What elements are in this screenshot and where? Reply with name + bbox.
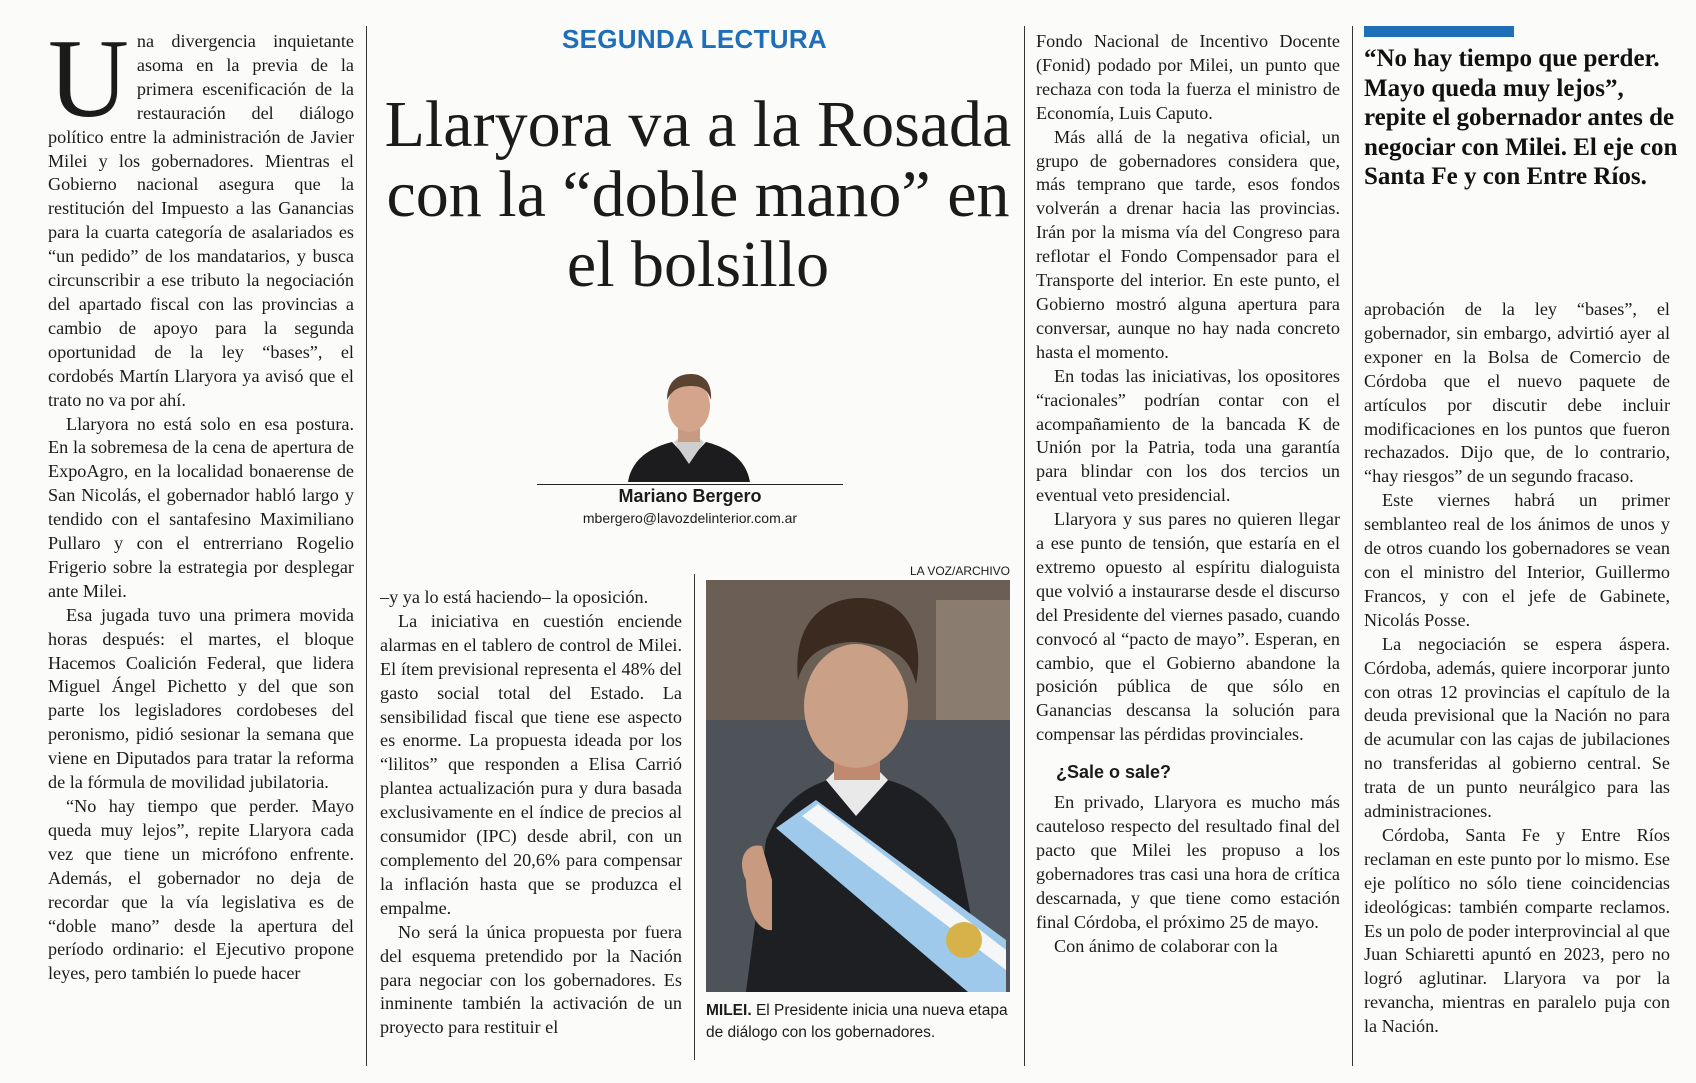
caption-label: MILEI. (706, 1002, 752, 1019)
article-column-1 (48, 30, 354, 1060)
paragraph-text: na divergencia inquietante asoma en la previa de la primera escenificación de la restauración del diálogo político entre la administración de Javier Milei y los gobernadores. Mientras el Gobierno nacional asegura que la restitución del Impuesto a las Ganancias para la cuarta categoría de asalariados es “un pedido” de los mandatarios, y busca circunscribir a ese tributo la negociación del apartado fiscal con las provincias a cambio de apoyo para la segunda oportunidad de la ley “bases”, el cordobés Martín Llaryora ya avisó que el trato no va por ahí. (48, 31, 354, 410)
paragraph: Este viernes habrá un primer semblanteo real de los ánimos de unos y de otros cuando los gobernadores se vean con el ministro del Interior, Guillermo Francos, y con el jefe de Gabinete, Nicolás Posse. (1364, 490, 1670, 630)
photo-credit: LA VOZ/ARCHIVO (909, 564, 1010, 578)
paragraph: aprobación de la ley “bases”, el gobernador, sin embargo, advirtió ayer al exponer en la Bolsa de Comercio de Córdoba que el nuevo paquete de artículos por discutir debe incluir modificaciones en los puntos que fueron rechazados. Dijo que, de lo contrario, “hay riesgos” de un segundo fracaso. (1364, 299, 1670, 487)
author-rule (537, 484, 843, 485)
paragraph: Córdoba, Santa Fe y Entre Ríos reclaman en este punto por lo mismo. Ese eje político no sólo tiene coincidencias ideológicas: también comparte reclamos. Es un polo de poder interprovincial al que Juan Schiaretti apuntó en 2023, pero no logró aglutinar. Llaryora va por la revancha, mientras en paralelo puja con la Nación. (1364, 824, 1670, 1037)
column-rule-2 (1024, 26, 1025, 1066)
paragraph: La negociación se espera áspera. Córdoba, además, quiere incorporar junto con otras 12 provincias el capítulo de la deuda previsional que la Nación no para de acumular con las cajas de jubilaciones no transferidas al gobierno central. Se trata de un punto neurálgico para las administraciones. (1364, 633, 1670, 822)
article-column-2 (380, 586, 682, 1060)
caption-text: El Presidente inicia una nueva etapa de diálogo con los gobernadores. (706, 1002, 1008, 1041)
article-column-4 (1364, 298, 1670, 1060)
paragraph: La iniciativa en cuestión enciende alarmas en el tablero de control de Milei. El ítem previsional representa el 48% del gasto social total del Estado. La sensibilidad fiscal que tiene ese aspecto es enorme. La propuesta ideada por los “lilitos” que responden a Elisa Carrió plantea actualización pura y dura basada exclusivamente en el índice de precios al consumidor (IPC) desde abril, con un complemento del 20,6% para compensar la inflación hasta que se produzca el empalme. (380, 610, 682, 918)
paragraph: Fondo Nacional de Incentivo Docente (Fonid) podado por Milei, un punto que rechaza con toda la fuerza el ministro de Economía, Luis Caputo. (1036, 31, 1340, 123)
headline: Llaryora va a la Rosada con la “doble mano” en el bolsillo (384, 88, 1012, 301)
author-name: Mariano Bergero (618, 486, 762, 506)
paragraph: En privado, Llaryora es mucho más cauteloso respecto del resultado final del pacto que Milei les propuso a los gobernadores tras casi una hora de crítica descarnada, y que tiene como estación final Córdoba, el próximo 25 de mayo. (1036, 792, 1340, 932)
paragraph: Esa jugada tuvo una primera movida horas después: el martes, el bloque Hacemos Coalición Federal, que lidera Miguel Ángel Pichetto y del que son parte los legisladores cordobeses del peronismo, pidió sesionar la semana que viene en Diputados para tratar la reforma de la fórmula de movilidad jubilatoria. (48, 604, 354, 793)
article-column-3 (1036, 30, 1340, 1060)
paragraph: Más allá de la negativa oficial, un grupo de gobernadores considera que, más temprano que tarde, esos fondos volverán a drenar hacia las provincias. Irán por la misma vía del Congreso para reflotar el Fondo Compensador para el Transporte del interior. En este punto, el Gobierno mostró alguna apertura para conversar, aunque no hay nada concreto hasta el momento. (1036, 126, 1340, 362)
paragraph (48, 30, 354, 413)
section-kicker: SEGUNDA LECTURA (562, 24, 827, 54)
paragraph: Llaryora y sus pares no quieren llegar a ese punto de tensión, que estaría en el extremo opuesto al espíritu dialoguista que volvió a instaurarse desde el discurso del Presidente del viernes pasado, cuando convocó al “pacto de mayo”. Esperan, en cambio, que el Gobierno abandone la posición pública de que sólo en Ganancias descansa la solución para compensar las pérdidas provinciales. (1036, 509, 1340, 745)
drop-cap: U (48, 30, 129, 141)
photo-caption (706, 1000, 1012, 1044)
paragraph: En todas las iniciativas, los opositores “racionales” podrían contar con el acompañamiento de la bancada K de Unión por la Patria, toda una garantía para blindar con los dos tercios un eventual veto presidencial. (1036, 365, 1340, 506)
paragraph: –y ya lo está haciendo– la oposición. (380, 587, 649, 607)
column-rule-3 (1352, 26, 1353, 1066)
pull-quote: “No hay tiempo que perder. Mayo queda muy lejos”, repite el gobernador antes de negociar con Milei. El eje con Santa Fe y con Entre Ríos. (1364, 45, 1678, 191)
paragraph: Llaryora no está solo en esa postura. En la sobremesa de la cena de apertura de ExpoAgro, en la localidad bonaerense de San Nicolás, el gobernador habló largo y tendido con el santafesino Maximiliano Pullaro y con el entrerriano Rogelio Frigerio sobre la estrategia por desplegar ante Milei. (48, 413, 354, 601)
column-rule-1 (366, 26, 367, 1066)
column-rule-center (694, 574, 695, 1060)
author-photo (622, 368, 756, 482)
subheading: ¿Sale o sale? (1056, 762, 1172, 783)
paragraph: No será la única propuesta por fuera del esquema pretendido por la Nación para negociar con los gobernadores. Es inminente también la activación de un proyecto para restituir el (380, 921, 682, 1038)
paragraph: Con ánimo de colaborar con la (1054, 935, 1278, 956)
paragraph: “No hay tiempo que perder. Mayo queda muy lejos”, repite Llaryora cada vez que tiene un micrófono enfrente. Además, el gobernador no deja de recordar que la vía legislativa es de “doble mano” desde la apertura del período ordinario: el Ejecutivo propone leyes, pero también lo puede hacer (48, 796, 354, 984)
pull-quote-bar (1364, 26, 1514, 37)
author-email: mbergero@lavozdelinterior.com.ar (582, 510, 798, 526)
milei-photo (706, 580, 1010, 992)
